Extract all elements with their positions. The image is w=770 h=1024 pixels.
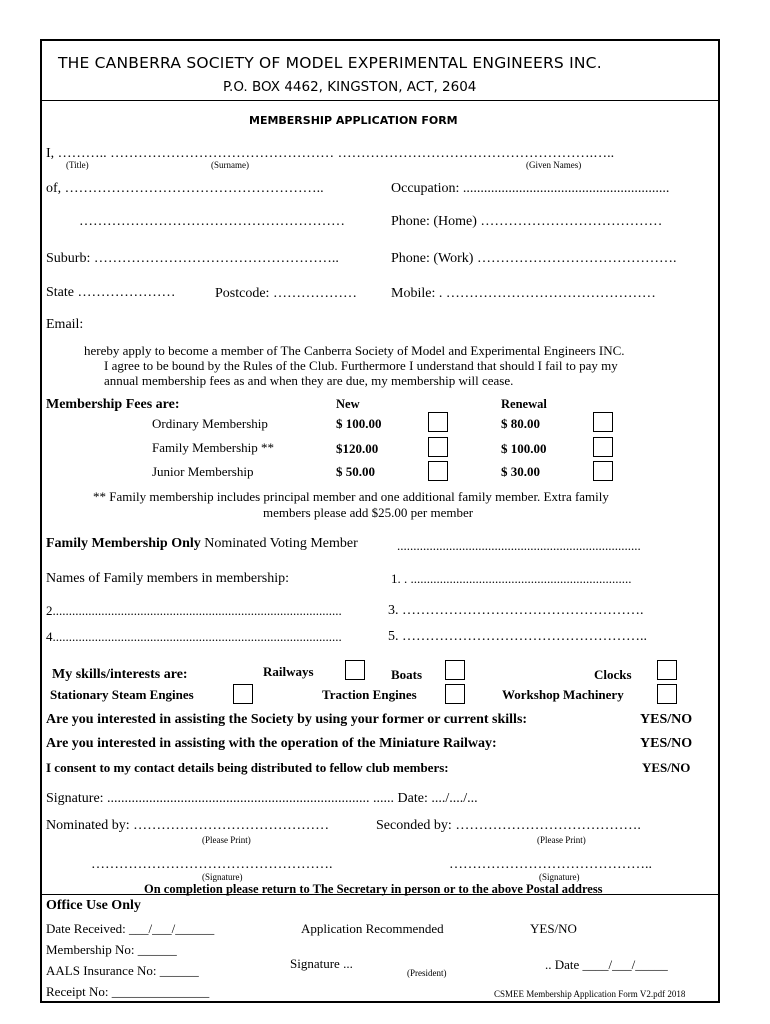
checkbox-steam[interactable] [233, 684, 253, 704]
declaration-line-3: annual membership fees as and when they are due, my membership will cease. [104, 373, 514, 388]
checkbox-traction[interactable] [445, 684, 465, 704]
nominated-by-field[interactable]: Nominated by: …………………………………… [46, 818, 330, 833]
fee-new-ordinary: $ 100.00 [336, 416, 382, 431]
address-line-2[interactable]: ………………………………………………… [79, 214, 345, 229]
family-member-4[interactable]: 4......................................................................................... [46, 629, 342, 644]
seconder-signature-caption: (Signature) [539, 872, 580, 882]
president-date-field[interactable]: .. Date ____/___/_____ [545, 957, 668, 972]
skill-railways-label: Railways [263, 664, 314, 679]
checkbox-clocks[interactable] [657, 660, 677, 680]
form-version-footer: CSMEE Membership Application Form V2.pdf 2018 [494, 989, 686, 999]
fee-new-family: $120.00 [336, 441, 379, 456]
president-caption: (President) [407, 968, 447, 978]
seconder-print-caption: (Please Print) [537, 835, 586, 845]
president-signature-field[interactable]: Signature ... [290, 956, 353, 971]
office-use-heading: Office Use Only [46, 898, 141, 913]
family-member-2[interactable]: 2......................................................................................... [46, 603, 342, 618]
phone-home-field[interactable]: Phone: (Home) ………………………………… [391, 214, 663, 229]
checkbox-workshop[interactable] [657, 684, 677, 704]
skill-traction-label: Traction Engines [322, 687, 417, 702]
fee-name-junior: Junior Membership [152, 464, 254, 479]
nominator-print-caption: (Please Print) [202, 835, 251, 845]
society-title: THE CANBERRA SOCIETY OF MODEL EXPERIMENTAL ENGINEERS INC. [58, 54, 602, 72]
nominator-signature-field[interactable]: ……………………………………………. [91, 857, 333, 872]
header-divider [41, 100, 719, 101]
aals-insurance-field[interactable]: AALS Insurance No: ______ [46, 963, 199, 978]
family-member-1[interactable]: 1. . .................................................................... [391, 571, 632, 586]
declaration-line-1: hereby apply to become a member of The Canberra Society of Model and Experimental Engineers INC. [84, 343, 625, 358]
surname-caption: (Surname) [211, 160, 249, 170]
suburb-field[interactable]: Suburb: …………………………………………….. [46, 251, 339, 266]
fee-renewal-junior: $ 30.00 [501, 464, 540, 479]
voting-member-rest: Nominated Voting Member [204, 536, 358, 551]
checkbox-ordinary-new[interactable] [428, 412, 448, 432]
form-title: MEMBERSHIP APPLICATION FORM [249, 114, 458, 127]
answer-skills[interactable]: YES/NO [640, 712, 693, 727]
given-names-caption: (Given Names) [526, 160, 582, 170]
question-railway: Are you interested in assisting with the operation of the Miniature Railway: [46, 736, 497, 751]
checkbox-family-new[interactable] [428, 437, 448, 457]
title-caption: (Title) [66, 160, 89, 170]
fee-renewal-ordinary: $ 80.00 [501, 416, 540, 431]
family-member-3[interactable]: 3. ……………………………………………. [388, 603, 644, 618]
voting-member-field[interactable]: ........................................................................... [397, 538, 641, 553]
membership-no-field[interactable]: Membership No: ______ [46, 942, 177, 957]
address-line[interactable]: of, ……………………………………………….. [46, 181, 324, 196]
mobile-field[interactable]: Mobile: . ……………………………………… [391, 286, 656, 301]
question-consent: I consent to my contact details being distributed to fellow club members: [46, 760, 449, 775]
fee-name-ordinary: Ordinary Membership [152, 416, 268, 431]
receipt-no-field[interactable]: Receipt No: _______________ [46, 984, 210, 999]
recommended-yes-no[interactable]: YES/NO [530, 921, 577, 936]
fee-new-junior: $ 50.00 [336, 464, 375, 479]
checkbox-boats[interactable] [445, 660, 465, 680]
family-names-label: Names of Family members in membership: [46, 571, 290, 586]
checkbox-junior-renewal[interactable] [593, 461, 613, 481]
checkbox-railways[interactable] [345, 660, 365, 680]
checkbox-ordinary-renewal[interactable] [593, 412, 613, 432]
occupation-field[interactable]: Occupation: ........................................................... [391, 181, 670, 196]
applicant-signature-field[interactable]: Signature: ........................................................................... ...... Date: ..../..../... [46, 791, 478, 806]
fees-renewal-header: Renewal [501, 397, 547, 411]
skills-heading: My skills/interests are: [52, 667, 188, 682]
voting-member-bold: Family Membership Only [46, 536, 201, 551]
skill-workshop-label: Workshop Machinery [502, 687, 624, 702]
email-label: Email: [46, 317, 84, 332]
society-address: P.O. BOX 4462, KINGSTON, ACT, 2604 [223, 79, 477, 95]
fee-renewal-family: $ 100.00 [501, 441, 547, 456]
application-recommended-label: Application Recommended [301, 921, 444, 936]
seconded-by-field[interactable]: Seconded by: …………………………………. [376, 818, 641, 833]
date-received-field[interactable]: Date Received: ___/___/______ [46, 921, 215, 936]
checkbox-junior-new[interactable] [428, 461, 448, 481]
question-skills: Are you interested in assisting the Society by using your former or current skills: [46, 712, 528, 727]
answer-consent[interactable]: YES/NO [642, 760, 691, 775]
declaration-line-2: I agree to be bound by the Rules of the Club. Furthermore I understand that should I fail to pay my [104, 358, 618, 373]
return-instructions: On completion please return to The Secretary in person or to the above Postal address [144, 882, 603, 896]
family-note-line-1: ** Family membership includes principal member and one additional family member. Extra family [93, 489, 609, 504]
state-field[interactable]: State ………………… [46, 285, 176, 300]
skill-steam-label: Stationary Steam Engines [50, 687, 194, 702]
checkbox-family-renewal[interactable] [593, 437, 613, 457]
family-member-5[interactable]: 5. …………………………………………….. [388, 629, 647, 644]
nominator-signature-caption: (Signature) [202, 872, 243, 882]
voting-member-label [46, 537, 358, 551]
answer-railway[interactable]: YES/NO [640, 736, 693, 751]
postcode-field[interactable]: Postcode: ……………… [215, 286, 357, 301]
fee-name-family: Family Membership ** [152, 440, 275, 455]
family-note-line-2: members please add $25.00 per member [263, 505, 474, 520]
fees-new-header: New [336, 397, 360, 411]
fees-heading: Membership Fees are: [46, 397, 180, 412]
name-line[interactable]: I, ……….. ………………………………………… ……………………………………………….….. [46, 146, 615, 161]
skill-boats-label: Boats [391, 667, 423, 682]
skill-clocks-label: Clocks [594, 667, 632, 682]
phone-work-field[interactable]: Phone: (Work) ……………………………………. [391, 251, 677, 266]
seconder-signature-field[interactable]: …………………………………….. [449, 857, 652, 872]
